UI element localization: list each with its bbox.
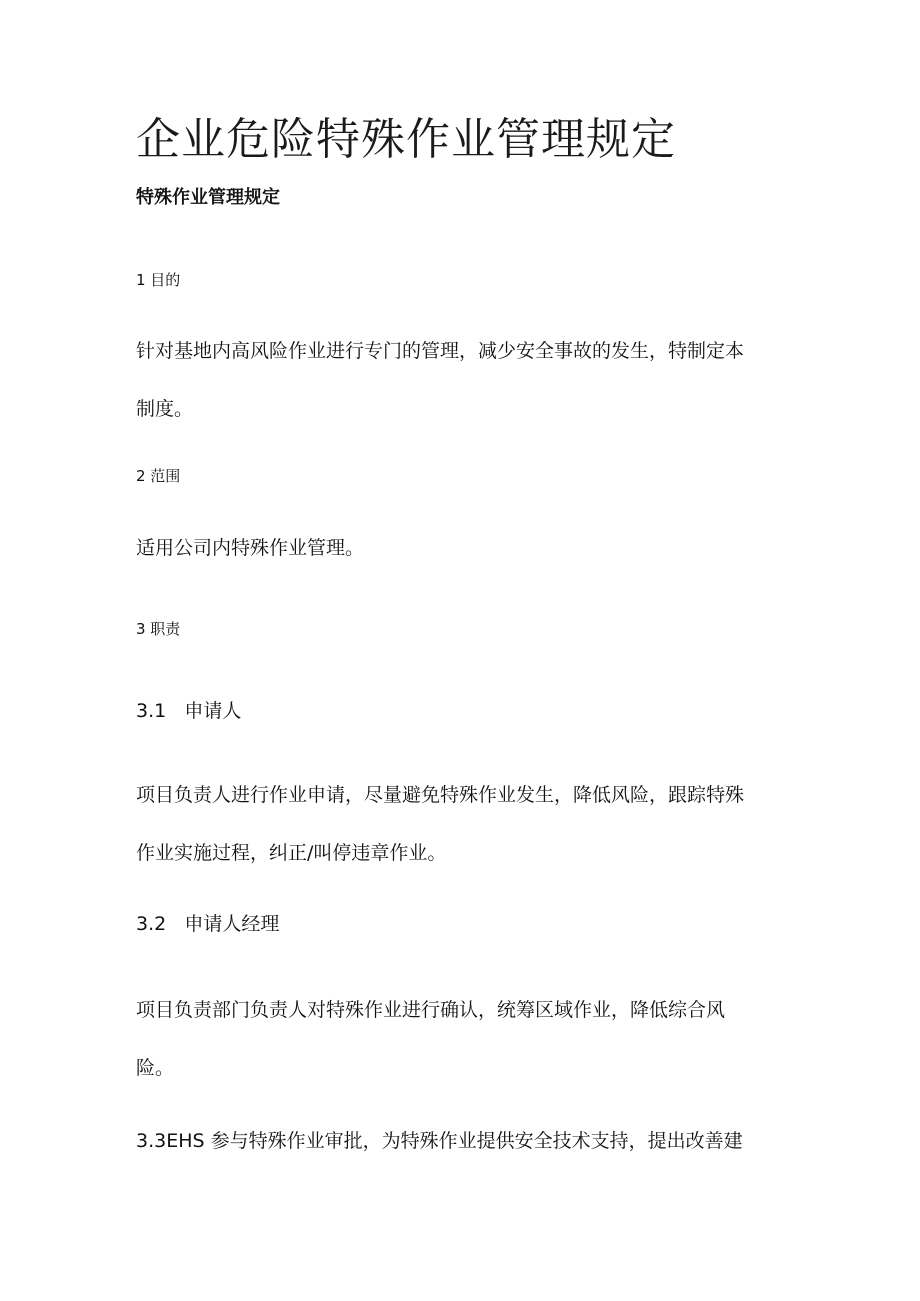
section-heading-scope: 2 范围 [136,467,181,485]
document-title: 企业危险特殊作业管理规定 [136,114,676,165]
section-paragraph-purpose [136,322,786,438]
subsection-paragraph-applicant-manager [136,981,786,1097]
section-paragraph-scope [136,519,786,577]
paragraph-line: 险。 [136,1057,175,1079]
subsection-heading-applicant: 3.1 申请人 [136,700,242,722]
paragraph-line: 作业实施过程，纠正/叫停违章作业。 [136,842,447,864]
subsection-paragraph-ehs [136,1112,786,1170]
paragraph-line: 3.3EHS 参与特殊作业审批，为特殊作业提供安全技术支持，提出改善建 [136,1130,743,1152]
subsection-paragraph-applicant [136,766,786,882]
paragraph-line: 项目负责人进行作业申请，尽量避免特殊作业发生，降低风险，跟踪特殊 [136,784,745,806]
section-heading-responsibilities: 3 职责 [136,620,181,638]
document-subtitle: 特殊作业管理规定 [136,187,280,208]
paragraph-line: 项目负责部门负责人对特殊作业进行确认，统筹区域作业，降低综合风 [136,999,726,1021]
subsection-heading-applicant-manager: 3.2 申请人经理 [136,913,280,935]
paragraph-line: 制度。 [136,398,194,420]
paragraph-line: 适用公司内特殊作业管理。 [136,537,365,559]
section-heading-purpose: 1 目的 [136,271,181,289]
paragraph-line: 针对基地内高风险作业进行专门的管理，减少安全事故的发生，特制定本 [136,340,745,362]
